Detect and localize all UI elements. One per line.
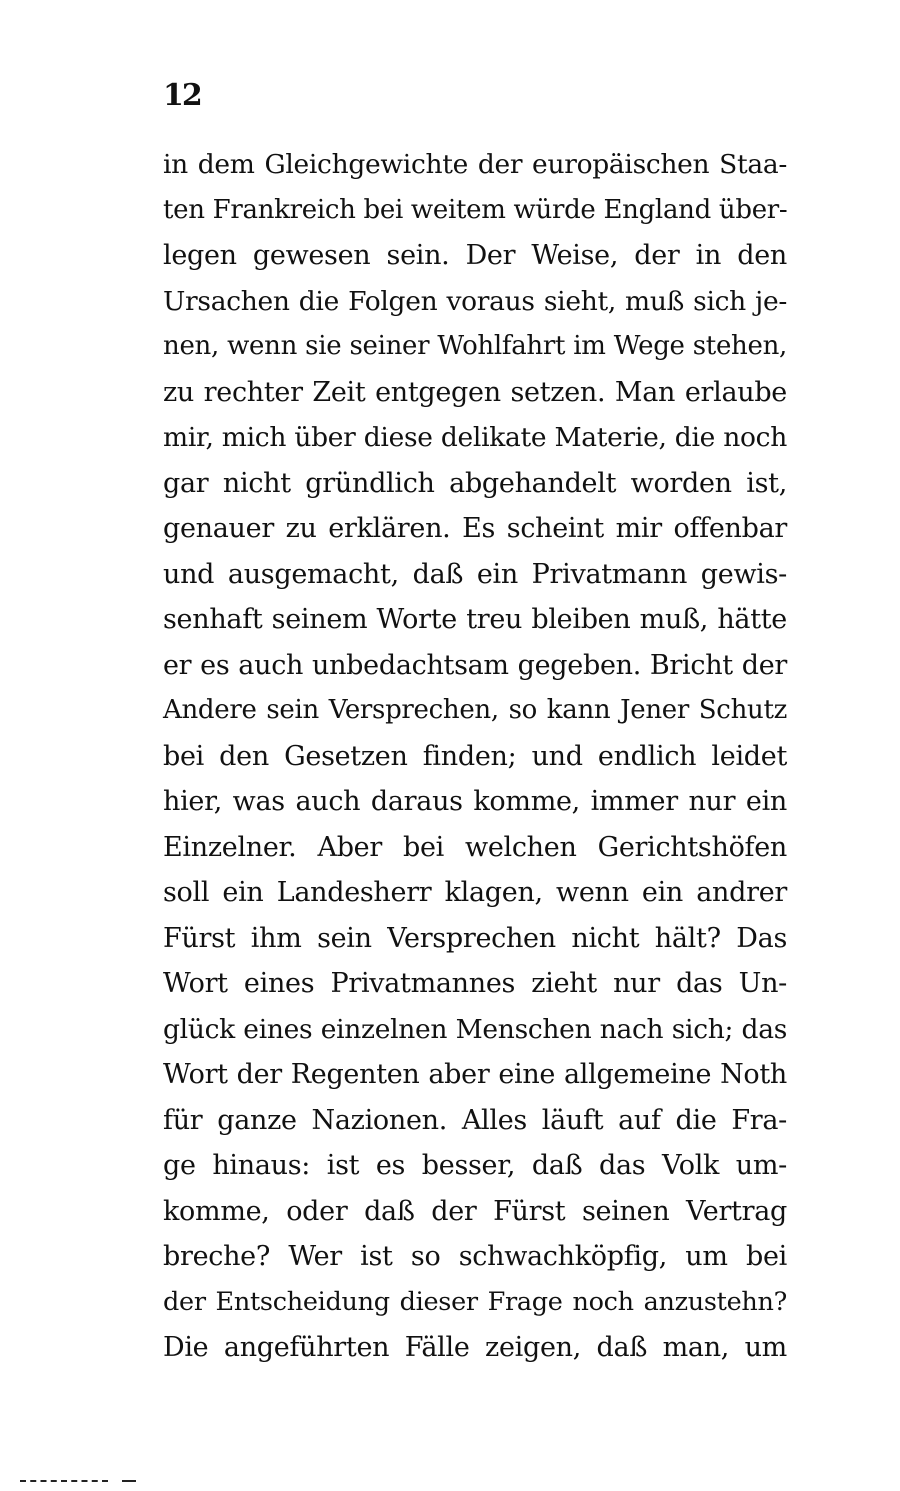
text-line: nen, wenn sie seiner Wohlfahrt im Wege stehen,	[163, 331, 787, 361]
text-line: der Entscheidung dieser Frage noch anzustehn?	[163, 1286, 787, 1317]
footer-rule-short	[122, 1480, 136, 1482]
text-line: mir, mich über diese delikate Materie, die noch	[163, 422, 787, 453]
text-line: zu rechter Zeit entgegen setzen. Man erlaube	[163, 376, 787, 408]
text-line: Die angeführten Fälle zeigen, daß man, um	[163, 1332, 787, 1363]
text-line: genauer zu erklären. Es scheint mir offenbar	[163, 513, 787, 544]
text-line: in dem Gleichgewichte der europäischen Staa-	[163, 149, 787, 180]
text-line: glück eines einzelnen Menschen nach sich; das	[163, 1013, 787, 1045]
text-line: soll ein Landesherr klagen, wenn ein andrer	[163, 877, 787, 908]
text-line: Wort eines Privatmannes zieht nur das Un-	[163, 968, 787, 999]
text-line: und ausgemacht, daß ein Privatmann gewis-	[163, 558, 787, 590]
text-line: für ganze Nazionen. Alles läuft auf die Fra-	[163, 1104, 787, 1136]
text-line: ten Frankreich bei weitem würde England über-	[163, 194, 788, 225]
text-line: bei den Gesetzen finden; und endlich leidet	[163, 740, 787, 772]
text-line: Ursachen die Folgen voraus sieht, muß sich je-	[163, 285, 787, 317]
text-line: senhaft seinem Worte treu bleiben muß, hätte	[163, 604, 787, 635]
page-number: 12	[163, 78, 201, 113]
body-text	[163, 142, 787, 1371]
text-line: legen gewesen sein. Der Weise, der in den	[163, 240, 787, 271]
text-line: Einzelner. Aber bei welchen Gerichtshöfen	[163, 831, 787, 863]
text-line: breche? Wer ist so schwachköpfig, um bei	[163, 1241, 787, 1272]
text-line: gar nicht gründlich abgehandelt worden ist,	[163, 467, 787, 499]
text-line: Andere sein Versprechen, so kann Jener Schutz	[163, 695, 787, 725]
text-line: Fürst ihm sein Versprechen nicht hält? Das	[163, 922, 787, 954]
footer-rule-dashed	[20, 1480, 108, 1482]
text-line: hier, was auch daraus komme, immer nur ein	[163, 786, 787, 817]
text-line: er es auch unbedachtsam gegeben. Bricht der	[163, 649, 787, 681]
text-line: komme, oder daß der Fürst seinen Vertrag	[163, 1195, 787, 1227]
text-line: Wort der Regenten aber eine allgemeine Noth	[163, 1059, 787, 1090]
text-line: ge hinaus: ist es besser, daß das Volk um-	[163, 1150, 787, 1181]
footer-rule	[20, 1480, 140, 1484]
